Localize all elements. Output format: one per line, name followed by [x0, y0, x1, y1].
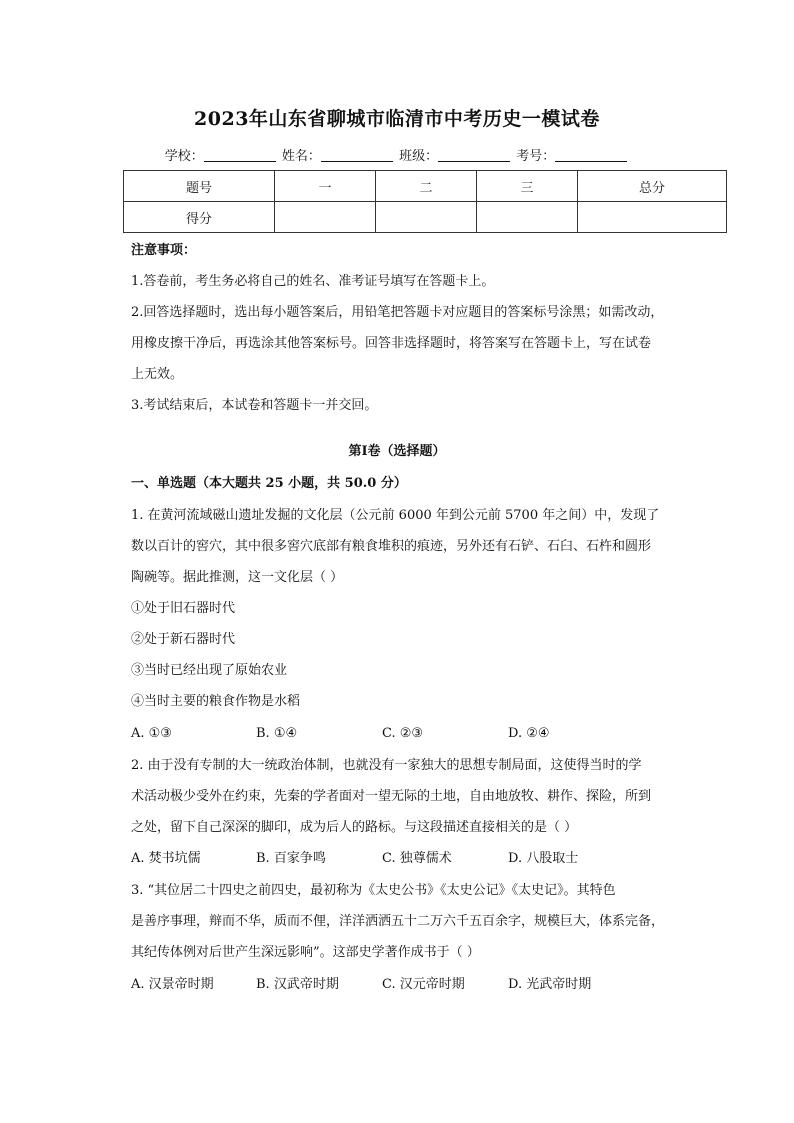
exam-no-blank: [555, 148, 627, 162]
question-2-option-a: A. 焚书坑儒: [131, 851, 201, 866]
question-1-item: ④当时主要的粮食作物是水稻: [131, 694, 301, 709]
question-3-option-d: D. 光武帝时期: [508, 977, 592, 992]
class-blank: [438, 148, 510, 162]
student-info-line: [0, 145, 794, 164]
score-table-header-row: [124, 171, 727, 202]
name-label: 姓名：: [281, 149, 321, 164]
question-2-text: 术活动极少受外在约束，先秦的学者面对一望无际的土地，自由地放牧、耕作、探险，所到: [131, 789, 652, 804]
score-cell: [275, 202, 376, 233]
question-1-text: 陶碗等。据此推测，这一文化层（ ）: [131, 570, 344, 585]
question-2-text: 之处，留下自己深深的脚印，成为后人的路标。与这段描述直接相关的是（ ）: [131, 820, 578, 835]
score-header-cell: 一: [275, 171, 376, 202]
question-1-option-c: C. ②③: [382, 726, 424, 741]
notes-line: 上无效。: [131, 367, 184, 382]
score-cell: [376, 202, 477, 233]
question-3-text: 是善序事理，辩而不华，质而不俚，洋洋洒洒五十二万六千五百余字，规模巨大，体系完备，: [131, 914, 665, 929]
question-1-option-b: B. ①④: [256, 726, 298, 741]
notes-line: 2.回答选择题时，选出每小题答案后，用铅笔把答题卡对应题目的答案标号涂黑；如需改动，: [131, 305, 664, 320]
question-3-option-b: B. 汉武帝时期: [256, 977, 339, 992]
school-blank: [204, 148, 276, 162]
notes-line: 1.答卷前，考生务必将自己的姓名、准考证号填写在答题卡上。: [131, 274, 495, 289]
question-3-text: 其纪传体例对后世产生深远影响”。这部史学著作成书于（ ）: [131, 945, 480, 960]
question-3-option-a: A. 汉景帝时期: [131, 977, 214, 992]
question-1-option-d: D. ②④: [508, 726, 550, 741]
name-blank: [321, 148, 393, 162]
score-row-label: 得分: [124, 202, 275, 233]
question-2-option-b: B. 百家争鸣: [256, 851, 326, 866]
exam-title: 2023年山东省聊城市临清市中考历史一模试卷: [194, 108, 600, 130]
notes-line: 3.考试结束后，本试卷和答题卡一并交回。: [131, 398, 378, 413]
question-2-option-c: C. 独尊儒术: [382, 851, 452, 866]
exam-no-label: 考号：: [516, 149, 556, 164]
score-cell: [578, 202, 727, 233]
question-1-text: 1. 在黄河流域磁山遗址发掘的文化层（公元前 6000 年到公元前 5700 年之间）中，发现了: [131, 508, 660, 523]
score-table-score-row: [124, 202, 727, 233]
score-cell: [477, 202, 578, 233]
question-1-item: ③当时已经出现了原始农业: [131, 663, 288, 678]
question-1-item: ②处于新石器时代: [131, 632, 236, 647]
question-2-text: 2. 由于没有专制的大一统政治体制，也就没有一家独大的思想专制局面，这使得当时的学: [131, 758, 642, 773]
question-3-text: 3. “其位居二十四史之前四史，最初称为《太史公书》《太史公记》《太史记》。其特色: [131, 883, 616, 898]
school-label: 学校：: [164, 149, 204, 164]
question-1-option-a: A. ①③: [131, 726, 172, 741]
score-header-cell: 二: [376, 171, 477, 202]
score-header-cell: 总分: [578, 171, 727, 202]
score-header-cell: 题号: [124, 171, 275, 202]
class-label: 班级：: [399, 149, 439, 164]
section-title: 第Ⅰ卷（选择题）: [348, 444, 446, 459]
question-1-item: ①处于旧石器时代: [131, 601, 236, 616]
score-table: [123, 170, 727, 233]
notes-line: 用橡皮擦干净后，再选涂其他答案标号。回答非选择题时，将答案写在答题卡上，写在试卷: [131, 336, 652, 351]
question-3-option-c: C. 汉元帝时期: [382, 977, 465, 992]
question-1-text: 数以百计的窖穴，其中很多窖穴底部有粮食堆积的痕迹，另外还有石铲、石臼、石杵和圆形: [131, 539, 652, 554]
question-2-option-d: D. 八股取士: [508, 851, 579, 866]
score-header-cell: 三: [477, 171, 578, 202]
notes-heading: 注意事项：: [131, 243, 197, 258]
part-heading: 一、单选题（本大题共 25 小题，共 50.0 分）: [131, 476, 407, 491]
